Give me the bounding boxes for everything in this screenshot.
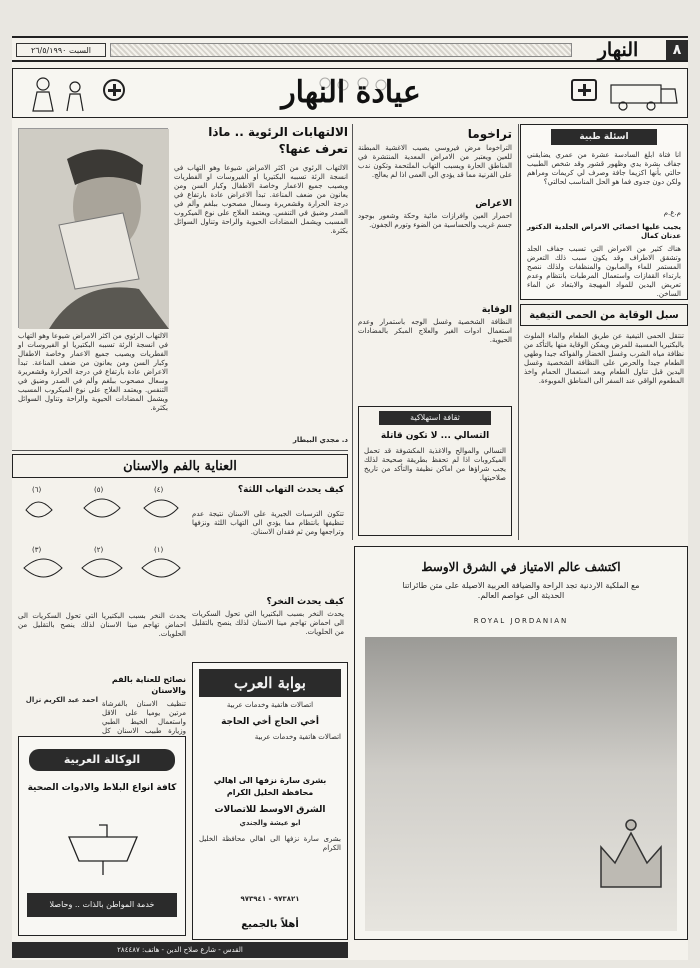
gum-subheading: كيف يحدث التهاب اللثة؟ (237, 485, 344, 495)
pneumonia-byline: د. مجدي البيطار (292, 436, 348, 444)
comm-ad-footer: أهلاً بالجميع (241, 919, 299, 930)
decay-body: يحدث النخر بسبب البكتيريا التي تحول السكريات الى احماض تهاجم مينا الاسنان لذلك ينصح بالتقليل من الحلويات. (192, 610, 344, 636)
medical-questions-box (520, 124, 688, 300)
comm-ad-body: اتصالات هاتفية وخدمات عربية (254, 733, 341, 741)
trachoma-body: التراخوما مرض فيروسي يصيب الاغشية المبطنة للعين ويعتبر من الامراض المعدية المنتشرة في المناطق الحارة ويسبب التهاب الملتحمة وتكون ندب على القرنية مما قد يؤدي الى العمى اذا لم يعالج. (358, 144, 512, 179)
airline-ad-headline: اكتشف عالم الامتياز في الشرق الاوسط (421, 560, 621, 574)
consumer-culture-box (358, 406, 512, 536)
dental-header-box (12, 454, 348, 478)
diagram-label-3: (٤) (154, 486, 164, 494)
dental-byline: احمد عبد الكريم نزال (25, 696, 98, 704)
diagram-label-2: (٥) (94, 486, 104, 494)
sneezing-man-photo (18, 128, 168, 328)
gum-body: تتكون الترسبات الجيرية على الاسنان نتيجة عدم تنظيفها بانتظام مما يؤدي الى التهاب اللثة ونزفها وتراجعها ومن ثم فقدان الاسنان. (192, 510, 344, 536)
red-cross-icon (103, 79, 125, 101)
ambulance-illustration-icon (607, 75, 681, 113)
crown-icon (365, 637, 679, 931)
airline-ad-body: مع الملكية الاردنية تجد الراحة والضيافة العربية الاصيلة على متن طائراتنا الحديثة الى عواصم العالم. (402, 581, 640, 600)
diagram-label-1: (٦) (32, 486, 42, 494)
medical-kit-icon (571, 79, 597, 101)
masthead-logo: النهار (597, 39, 639, 61)
typhoid-title-box (520, 304, 688, 326)
tips-body: تنظيف الاسنان بالفرشاة مرتين يوميا على الاقل واستعمال الخيط الطبي وزيارة طبيب الاسنان كل (102, 700, 186, 735)
tiles-ad-footer: خدمة المواطن بالذات .. وحاصلا (27, 893, 177, 917)
prevention-body: النظافة الشخصية وغسل الوجه باستمرار وعدم استعمال ادوات الغير والعلاج المبكر بالمضادات الحيوية. (358, 318, 512, 344)
pneumonia-headline: الالتهابات الرئوية .. ماذا تعرف عنها؟ (208, 125, 348, 156)
symptoms-title: الاعراض (475, 199, 512, 209)
typhoid-body: تنتقل الحمى التيفية عن طريق الطعام والماء الملوث بالبكتيريا المسببة للمرض ويمكن الوقاية منها بالتأكد من نظافة مياه الشرب وغسل الخضار والفواكه جيدا وطهي الطعام جيدا والحرص على النظافة الشخصية وغسل اليدين قبل تناول الطعام وبعد استعمال الحمام واخذ المطعوم الواقي عند السفر الى المناطق الموبوءة. (524, 332, 684, 385)
symptoms-body: احمرار العين وافرازات مائية وحكة وشعور بوجود جسم غريب والحساسية من الضوء وتورم الجفون. (358, 212, 512, 229)
airline-ad (354, 546, 688, 940)
banner-title: عيادة النهار (281, 75, 421, 110)
trachoma-title: تراخوما (467, 127, 512, 141)
question-text: انا فتاة ابلغ السادسة عشرة من عمري يضايقني جفاف بشرة يدي وظهور قشور وقد شخص الطبيب حالتي بأنها اكزيما جافة وصرف لي كريمات ومراهم ولكن دون جدوى فما هو الحل المناسب لحالتي؟ (527, 151, 681, 186)
comm-ad-owners: ابو عيشة والجندي (239, 819, 301, 827)
tiles-ad-body: كافة انواع البلاط والادوات الصحية (27, 783, 177, 793)
consumer-box-body: التسالي والموالح والاغذية المكشوفة قد تحمل الميكروبات اذا لم تحفظ بطريقة صحيحة لذلك يجب شراؤها من اماكن نظيفة والتأكد من تاريخ صلاحيتها. (364, 447, 506, 482)
pneumonia-body: الالتهاب الرئوي من اكثر الامراض شيوعا وهو التهاب في انسجة الرئة تسببه البكتيريا او الفيروسات او الفطريات ويصيب جميع الاعمار وخاصة الاطفال وكبار السن ومن يعانون من ضعف المناعة. تبدأ الاعراض عادة بارتفاع في درجة الحرارة وقشعريرة وسعال مصحوب ببلغم وألم في الصدر وضيق في التنفس. ويعتمد العلاج على نوع الميكروب المسبب ويشمل المضادات الحيوية والراحة وتناول السوائل بكثرة. (174, 164, 348, 235)
answer-title: يجيب عليها اخصائي الامراض الجلدية الدكتور عدنان كمال (527, 223, 681, 240)
communications-ad (192, 662, 348, 940)
box-title: اسئلة طبية (551, 129, 657, 145)
question-signature: م.ع.م (663, 209, 681, 217)
photo-illustration-icon (19, 129, 169, 329)
comm-ad-company: الشرق الاوسط للاتصالات (214, 805, 326, 815)
diagram-label-5: (٢) (94, 546, 104, 554)
teeth-diagram (18, 484, 186, 608)
answer-body: هناك كثير من الامراض التي تسبب جفاف الجلد وتشقق الاطراف وقد يكون سبب ذلك التعرض المستمر للماء والصابون والمنظفات ولذلك ننصح بارتداء القفازات واستعمال المرطبات بانتظام وعدم تعريض اليدين للمواد المهيجة والابتعاد عن الماء الساخن. (527, 245, 681, 298)
diagram-label-4: (٣) (32, 546, 42, 554)
prevention-title: الوقاية (481, 305, 512, 315)
comm-ad-phone: ٩٧٣٨٢١ - ٩٧٣٩٤١ (240, 895, 300, 903)
airline-ad-brand: ROYAL JORDANIAN (473, 617, 569, 625)
consumer-box-title: ثقافة استهلاكية (379, 411, 491, 425)
diagram-label-6: (١) (154, 546, 164, 554)
comm-ad-announcement: بشرى سارة نزفها الى اهالي محافظة الخليل الكرام (213, 776, 327, 797)
tips-subheading: نصائح للعناية بالفم والاسنان (111, 675, 186, 695)
doctor-illustration-icon (23, 75, 93, 113)
page-number: ٨ (666, 40, 688, 60)
comm-ad-greeting: أخي الحاج أخي الحاجة (221, 717, 319, 727)
typhoid-title: سبل الوقاية من الحمى التيفية (529, 310, 679, 321)
page-header (12, 36, 688, 62)
comm-ad-details: بشرى سارة نزفها الى اهالي محافظة الخليل الكرام (199, 835, 341, 852)
tiles-ad (18, 736, 186, 936)
comm-ad-subtitle: اتصالات هاتفية وخدمات عربية (226, 701, 314, 709)
sink-icon (63, 817, 143, 877)
header-hatch-band (110, 43, 572, 57)
tiles-ad-title: الوكالة العربية (29, 749, 175, 771)
clinic-banner (12, 68, 688, 118)
issue-date: السبت ٢٦/٥/١٩٩٠ (16, 43, 106, 57)
consumer-box-subtitle: التسالي ... لا تكون قاتلة (380, 431, 490, 441)
pneumonia-body-continued: الالتهاب الرئوي من اكثر الامراض شيوعا وهو التهاب في انسجة الرئة تسببه البكتيريا او الفيروسات او الفطريات ويصيب جميع الاعمار وخاصة الاطفال وكبار السن ومن يعانون من ضعف المناعة. تبدأ الاعراض عادة بارتفاع في درجة الحرارة وقشعريرة وسعال مصحوب ببلغم وألم في الصدر وضيق في التنفس. ويعتمد العلاج على نوع الميكروب المسبب ويشمل المضادات الحيوية والراحة وتناول السوائل بكثرة. (18, 332, 168, 412)
comm-ad-headline: بوابة العرب (199, 669, 341, 697)
crowd-illustration-icon (313, 73, 393, 115)
bottom-ad-strip: القدس - شارع صلاح الدين - هاتف: ٢٨٤٤٨٧ (12, 942, 348, 958)
newspaper-page (12, 36, 688, 960)
dental-headline: العناية بالفم والاسنان (123, 459, 237, 474)
decay-subheading: كيف يحدث النخر؟ (266, 597, 344, 607)
dental-intro-body: يحدث النخر بسبب البكتيريا التي تحول السكريات الى احماض تهاجم مينا الاسنان لذلك ينصح بالتقليل من الحلويات. (18, 612, 186, 638)
airline-ad-photo (365, 637, 677, 931)
